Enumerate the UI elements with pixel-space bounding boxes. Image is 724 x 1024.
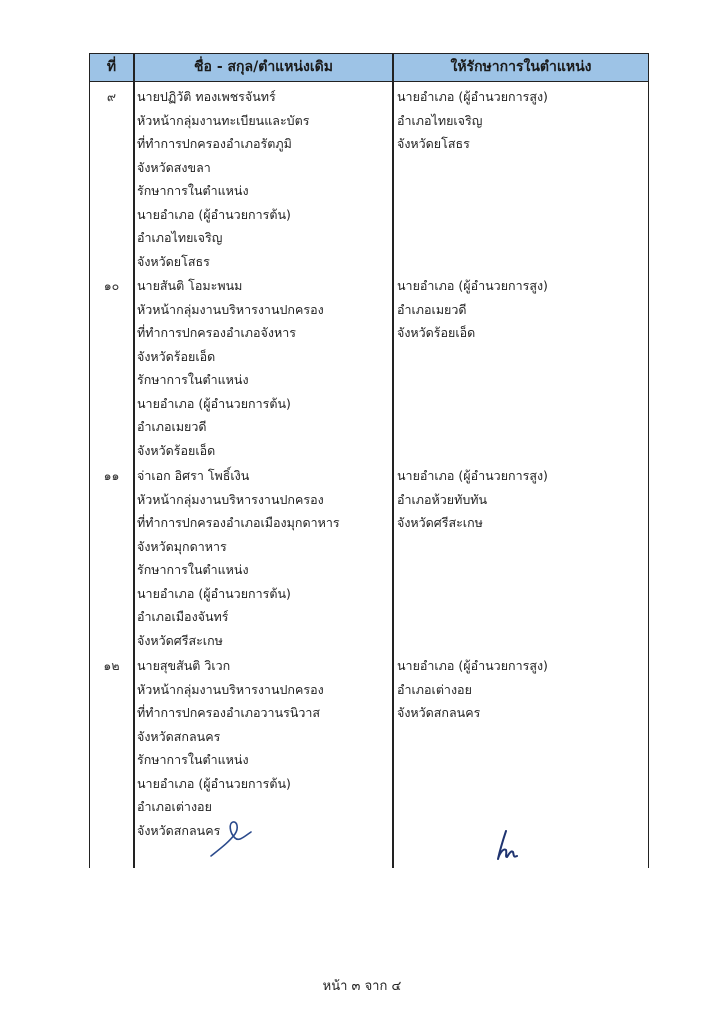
row-number: ๑๒ — [103, 658, 120, 673]
acting-line: อำเภอเต่างอย — [397, 681, 472, 697]
name-line: จังหวัดร้อยเอ็ด — [137, 348, 216, 364]
acting-line: อำเภอเมยวดี — [397, 301, 467, 317]
name-line: รักษาการในตำแหน่ง — [137, 562, 249, 577]
acting-line: อำเภอไทยเจริญ — [397, 112, 483, 128]
name-line: รักษาการในตำแหน่ง — [137, 372, 249, 387]
name-line: จังหวัดสกลนคร — [137, 822, 221, 838]
name-line: ที่ทำการปกครองอำเภอวานรนิวาส — [137, 705, 321, 720]
name-line: จังหวัดสกลนคร — [137, 728, 221, 744]
name-line: จังหวัดมุกดาหาร — [137, 538, 227, 554]
name-line: อำเภอเต่างอย — [137, 799, 212, 814]
name-former-position-cell — [137, 654, 324, 842]
name-line: อำเภอเมยวดี — [137, 419, 207, 434]
name-line: จ่าเอก อิศรา โพธิ์เงิน — [137, 468, 250, 483]
acting-position-cell — [397, 654, 548, 725]
acting-position-cell — [397, 85, 548, 156]
column-divider — [133, 54, 135, 868]
signature-initial-left-icon — [205, 818, 255, 860]
column-divider — [392, 54, 394, 868]
header-name-former-position: ชื่อ - สกุล/ตำแหน่งเดิม — [194, 59, 333, 75]
name-line: ที่ทำการปกครองอำเภอจังหาร — [137, 325, 296, 340]
name-line: นายอำเภอ (ผู้อำนวยการต้น) — [137, 395, 291, 411]
name-line: รักษาการในตำแหน่ง — [137, 183, 249, 198]
page-number: หน้า ๓ จาก ๔ — [322, 979, 402, 994]
name-line: หัวหน้ากลุ่มงานบริหารงานปกครอง — [137, 681, 324, 697]
name-line: นายสุขสันติ วิเวก — [137, 658, 231, 673]
table-header-row — [90, 54, 648, 82]
acting-line: นายอำเภอ (ผู้อำนวยการสูง) — [397, 89, 548, 104]
header-acting-position: ให้รักษาการในตำแหน่ง — [450, 59, 592, 75]
acting-line: นายอำเภอ (ผู้อำนวยการสูง) — [397, 278, 548, 293]
name-line: รักษาการในตำแหน่ง — [137, 752, 249, 767]
acting-line: จังหวัดยโสธร — [397, 136, 470, 151]
signature-initial-right-icon — [492, 828, 522, 862]
name-line: นายอำเภอ (ผู้อำนวยการต้น) — [137, 585, 291, 601]
acting-line: จังหวัดศรีสะเกษ — [397, 515, 483, 530]
acting-line: อำเภอห้วยทับทัน — [397, 491, 488, 507]
name-line: นายสันติ โอมะพนม — [137, 278, 243, 293]
name-line: ที่ทำการปกครองอำเภอเมืองมุกดาหาร — [137, 515, 340, 530]
acting-position-cell — [397, 274, 548, 345]
name-line: หัวหน้ากลุ่มงานบริหารงานปกครอง — [137, 301, 324, 317]
name-line: จังหวัดศรีสะเกษ — [137, 632, 223, 648]
row-number: ๑๐ — [103, 278, 120, 293]
name-line: อำเภอไทยเจริญ — [137, 230, 223, 245]
name-line: หัวหน้ากลุ่มงานบริหารงานปกครอง — [137, 491, 324, 507]
name-line: นายอำเภอ (ผู้อำนวยการต้น) — [137, 775, 291, 791]
name-line: จังหวัดยโสธร — [137, 253, 210, 269]
name-former-position-cell — [137, 274, 324, 462]
acting-line: นายอำเภอ (ผู้อำนวยการสูง) — [397, 658, 548, 673]
acting-line: จังหวัดสกลนคร — [397, 705, 481, 720]
name-former-position-cell — [137, 464, 340, 652]
row-number: ๑๑ — [103, 468, 120, 483]
row-number: ๙ — [106, 89, 117, 104]
name-line: นายปฏิวัติ ทองเพชรจันทร์ — [137, 89, 276, 104]
acting-position-cell — [397, 464, 548, 535]
name-former-position-cell — [137, 85, 309, 273]
name-line: จังหวัดสงขลา — [137, 159, 211, 175]
acting-line: จังหวัดร้อยเอ็ด — [397, 325, 476, 340]
header-number: ที่ — [106, 59, 117, 75]
appointment-table — [89, 53, 649, 868]
name-line: นายอำเภอ (ผู้อำนวยการต้น) — [137, 206, 291, 222]
name-line: ที่ทำการปกครองอำเภอรัตภูมิ — [137, 136, 292, 151]
acting-line: นายอำเภอ (ผู้อำนวยการสูง) — [397, 468, 548, 483]
name-line: จังหวัดร้อยเอ็ด — [137, 442, 216, 458]
name-line: หัวหน้ากลุ่มงานทะเบียนและบัตร — [137, 112, 310, 128]
name-line: อำเภอเมืองจันทร์ — [137, 609, 229, 624]
